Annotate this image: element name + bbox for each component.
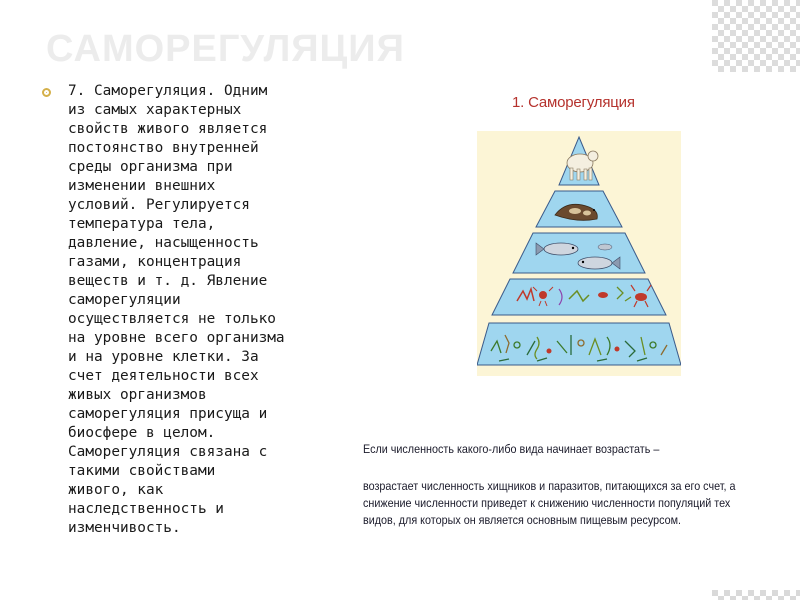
bullet-icon [42, 88, 51, 97]
corner-pattern-bottom [712, 590, 800, 600]
figure-title: 1. Саморегуляция [512, 94, 635, 111]
pyramid-figure [477, 131, 681, 376]
caption-line-2: возрастает численность хищников и паразитов, питающихся за его счет, а снижение численности приведет к снижению численности популяций тех видов, для которых он является основным пищевым ресурсом. [363, 480, 736, 527]
caption-line-1: Если численность какого-либо вида начинает возрастать – [363, 443, 660, 456]
slide-title: САМОРЕГУЛЯЦИЯ [46, 28, 405, 70]
body-text: 7. Саморегуляция. Одним из самых характерных свойств живого является постоянство внутренней среды организма при изменении внешних условий. Регулируется температура тела, давление, насыщенность газами, концентрация веществ и т. д. Явление саморегуляции осуществляется не только на уровне всего организма и на уровне клетки. За счет деятельности всех живых организмов саморегуляция присуща и биосфере в целом. Саморегуляция связана с такими свойствами живого, как наследственность и изменчивость. [68, 83, 285, 536]
corner-pattern [712, 0, 800, 72]
pyramid-tier-3 [513, 233, 645, 273]
